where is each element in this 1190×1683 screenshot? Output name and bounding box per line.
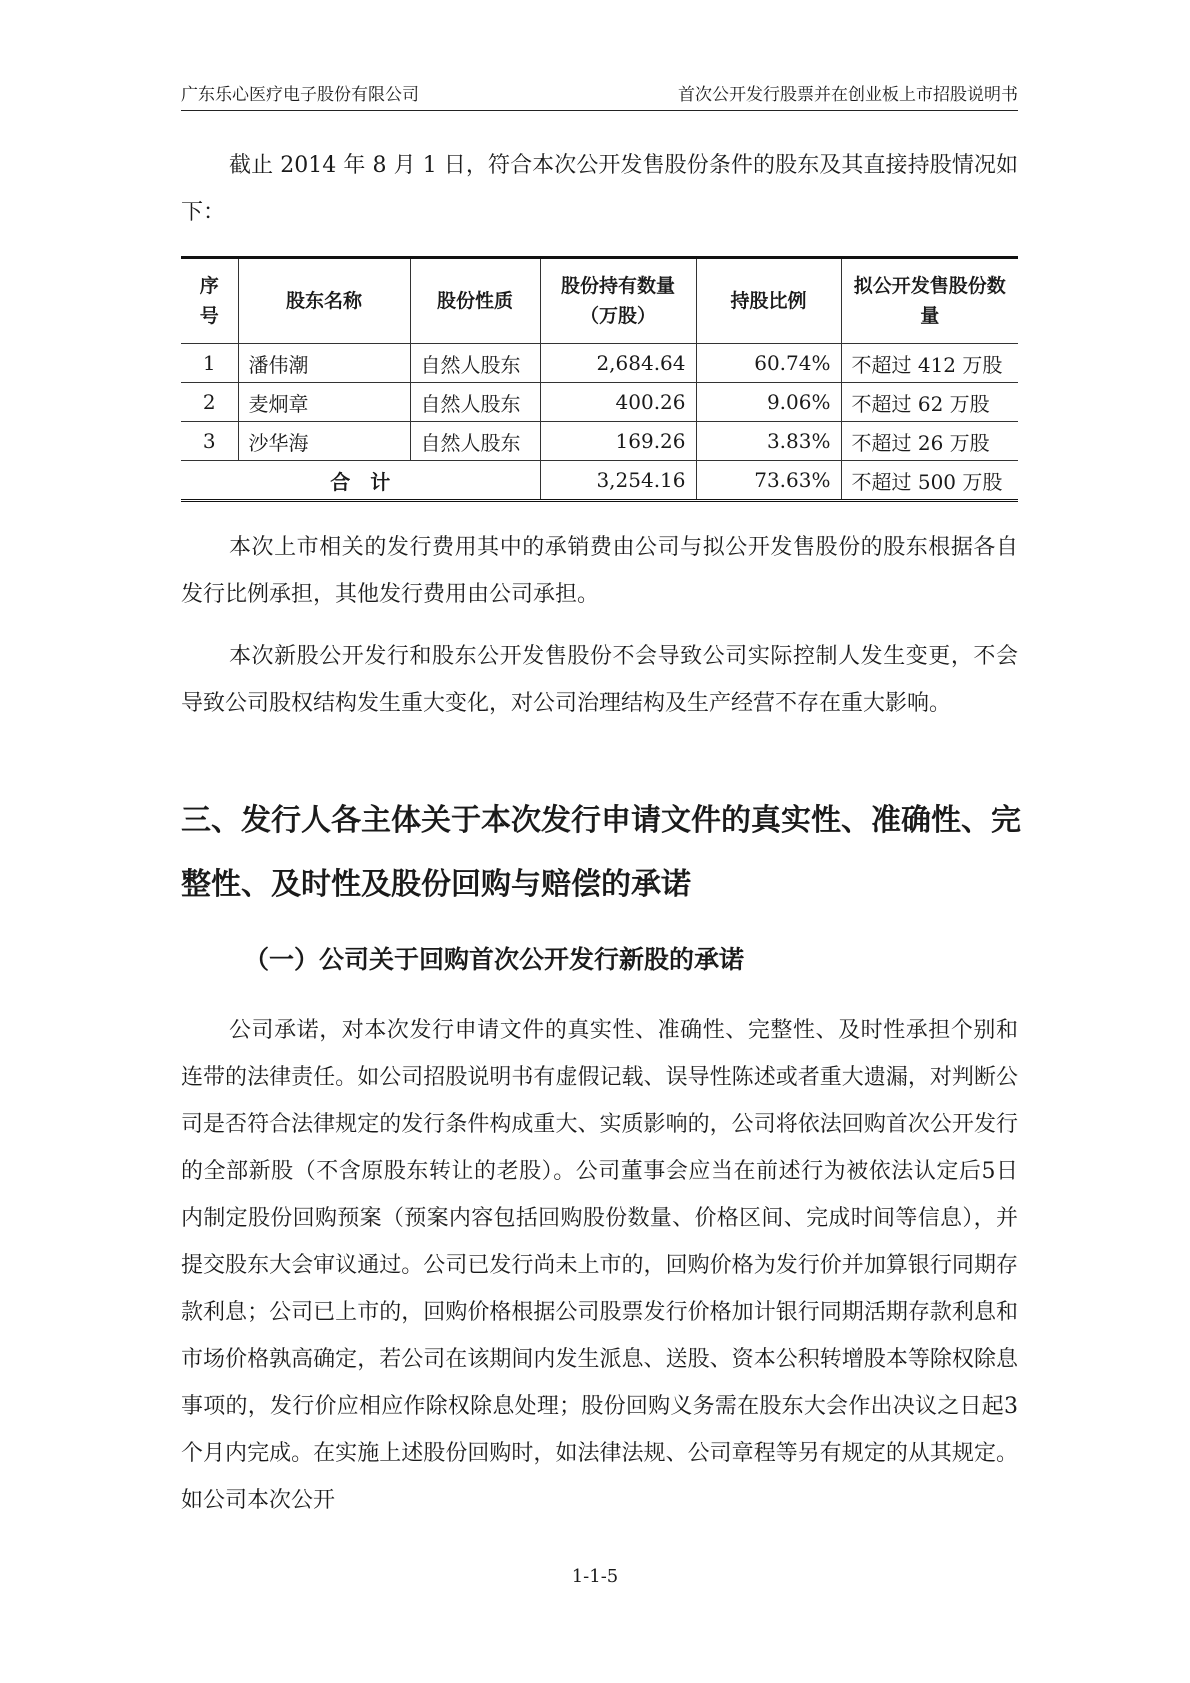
col-header-nature: 股份性质 xyxy=(410,258,540,344)
cell-nature: 自然人股东 xyxy=(410,422,540,461)
cell-ratio: 3.83% xyxy=(696,422,841,461)
col-header-offered: 拟公开发售股份数量 xyxy=(841,258,1018,344)
cell-nature: 自然人股东 xyxy=(410,344,540,383)
shareholder-table xyxy=(181,256,1018,502)
commitment-paragraph: 公司承诺，对本次发行申请文件的真实性、准确性、完整性、及时性承担个别和连带的法律责任。如公司招股说明书有虚假记载、误导性陈述或者重大遗漏，对判断公司是否符合法律规定的发行条件构成重大、实质影响的，公司将依法回购首次公开发行的全部新股（不含原股东转让的老股）。公司董事会应当在前述行为被依法认定后5日内制定股份回购预案（预案内容包括回购股份数量、价格区间、完成时间等信息），并提交股东大会审议通过。公司已发行尚未上市的，回购价格为发行价并加算银行同期存款利息；公司已上市的，回购价格根据公司股票发行价格加计银行同期活期存款利息和市场价格孰高确定，若公司在该期间内发生派息、送股、资本公积转增股本等除权除息事项的，发行价应相应作除权除息处理；股份回购义务需在股东大会作出决议之日起3个月内完成。在实施上述股份回购时，如法律法规、公司章程等另有规定的从其规定。如公司本次公开 xyxy=(181,1018,1018,1513)
table-header-row xyxy=(181,258,1018,344)
page-number: 1-1-5 xyxy=(571,1566,619,1587)
col-header-name: 股东名称 xyxy=(238,258,410,344)
section-title: 三、发行人各主体关于本次发行申请文件的真实性、准确性、完整性、及时性及股份回购与赔偿的承诺 xyxy=(181,803,1021,902)
fees-paragraph: 本次上市相关的发行费用其中的承销费由公司与拟公开发售股份的股东根据各自发行比例承担，其他发行费用由公司承担。 xyxy=(181,535,1018,607)
table-row xyxy=(181,422,1018,461)
cell-no: 3 xyxy=(181,422,238,461)
col-header-shares: 股份持有数量（万股） xyxy=(540,258,696,344)
cell-shares: 169.26 xyxy=(540,422,696,461)
header-doc-title: 首次公开发行股票并在创业板上市招股说明书 xyxy=(678,85,1018,105)
table-total-row xyxy=(181,461,1018,501)
cell-name: 潘伟潮 xyxy=(238,344,410,383)
control-paragraph: 本次新股公开发行和股东公开发售股份不会导致公司实际控制人发生变更，不会导致公司股权结构发生重大变化，对公司治理结构及生产经营不存在重大影响。 xyxy=(181,644,1018,716)
cell-name: 沙华海 xyxy=(238,422,410,461)
page-header xyxy=(181,82,1018,111)
cell-offered: 不超过 62 万股 xyxy=(841,383,1018,422)
intro-paragraph: 截止 2014 年 8 月 1 日，符合本次公开发售股份条件的股东及其直接持股情况如下： xyxy=(181,153,1018,225)
cell-nature: 自然人股东 xyxy=(410,383,540,422)
col-header-no: 序号 xyxy=(181,258,238,344)
cell-ratio: 9.06% xyxy=(696,383,841,422)
header-company: 广东乐心医疗电子股份有限公司 xyxy=(181,85,419,105)
total-label: 合 计 xyxy=(181,461,540,501)
cell-offered: 不超过 26 万股 xyxy=(841,422,1018,461)
subsection-title: （一）公司关于回购首次公开发行新股的承诺 xyxy=(244,945,745,974)
col-header-ratio: 持股比例 xyxy=(696,258,841,344)
total-offered: 不超过 500 万股 xyxy=(841,461,1018,501)
cell-offered: 不超过 412 万股 xyxy=(841,344,1018,383)
cell-name: 麦炯章 xyxy=(238,383,410,422)
cell-no: 1 xyxy=(181,344,238,383)
table-row xyxy=(181,383,1018,422)
total-ratio: 73.63% xyxy=(696,461,841,501)
table-row xyxy=(181,344,1018,383)
total-shares: 3,254.16 xyxy=(540,461,696,501)
cell-shares: 400.26 xyxy=(540,383,696,422)
cell-shares: 2,684.64 xyxy=(540,344,696,383)
cell-ratio: 60.74% xyxy=(696,344,841,383)
cell-no: 2 xyxy=(181,383,238,422)
